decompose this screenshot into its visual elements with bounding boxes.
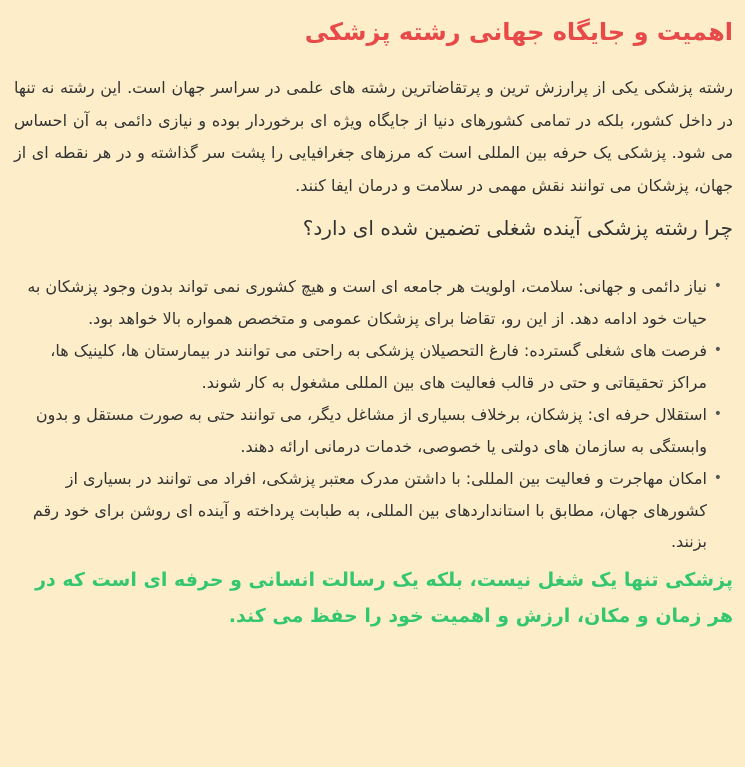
bullet-icon: • bbox=[713, 470, 722, 486]
conclusion-paragraph: پزشکی تنها یک شغل نیست، بلکه یک رسالت انسانی و حرفه ای است که در هر زمان و مکان، ارزش و اهمیت خود را حفظ می کند. bbox=[35, 568, 733, 627]
benefit-text: امکان مهاجرت و فعالیت بین المللی: با داشتن مدرک معتبر پزشکی، افراد می توانند در بسیاری از کشورهای جهان، مطابق با استانداردهای بین المللی، به طبابت پرداخته و آینده ای روشن برای خود رقم بزنند. bbox=[32, 469, 707, 551]
benefits-list bbox=[14, 271, 733, 558]
benefit-item-migration bbox=[14, 463, 722, 558]
bullet-icon: • bbox=[713, 406, 722, 422]
section-heading: چرا رشته پزشکی آینده شغلی تضمین شده ای دارد؟ bbox=[302, 216, 733, 240]
benefit-item-job-opportunities bbox=[14, 335, 722, 398]
bullet-icon: • bbox=[713, 278, 722, 294]
page-title: اهمیت و جایگاه جهانی رشته پزشکی bbox=[304, 18, 733, 46]
intro-paragraph: رشته پزشکی یکی از پرارزش ترین و پرتقاضاترین رشته های علمی در سراسر جهان است. این رشته نه تنها در داخل کشور، بلکه در تمامی کشورهای دنیا از جایگاه ویژه ای برخوردار بوده و نیازی دائمی به آن احساس می شود. پزشکی یک حرفه بین المللی است که مرزهای جغرافیایی را پشت سر گذاشته و در هر نقطه ای از جهان، پزشکان می توانند نقش مهمی در سلامت و درمان ایفا کنند. bbox=[14, 78, 733, 195]
benefit-text: فرصت های شغلی گسترده: فارغ التحصیلان پزشکی به راحتی می توانند در بیمارستان ها، کلینیک ها، مراکز تحقیقاتی و حتی در قالب فعالیت های بین المللی مشغول به کار شوند. bbox=[50, 341, 707, 392]
benefit-item-permanent-need bbox=[14, 271, 722, 334]
benefit-item-independence bbox=[14, 399, 722, 462]
benefit-text: استقلال حرفه ای: پزشکان، برخلاف بسیاری از مشاغل دیگر، می توانند حتی به صورت مستقل و بدون وابستگی به سازمان های دولتی یا خصوصی، خدمات درمانی ارائه دهند. bbox=[35, 405, 707, 456]
bullet-icon: • bbox=[713, 342, 722, 358]
benefit-text: نیاز دائمی و جهانی: سلامت، اولویت هر جامعه ای است و هیچ کشوری نمی تواند بدون وجود پزشکان به حیات خود ادامه دهد. از این رو، تقاضا برای پزشکان عمومی و متخصص همواره بالا خواهد بود. bbox=[27, 277, 707, 328]
